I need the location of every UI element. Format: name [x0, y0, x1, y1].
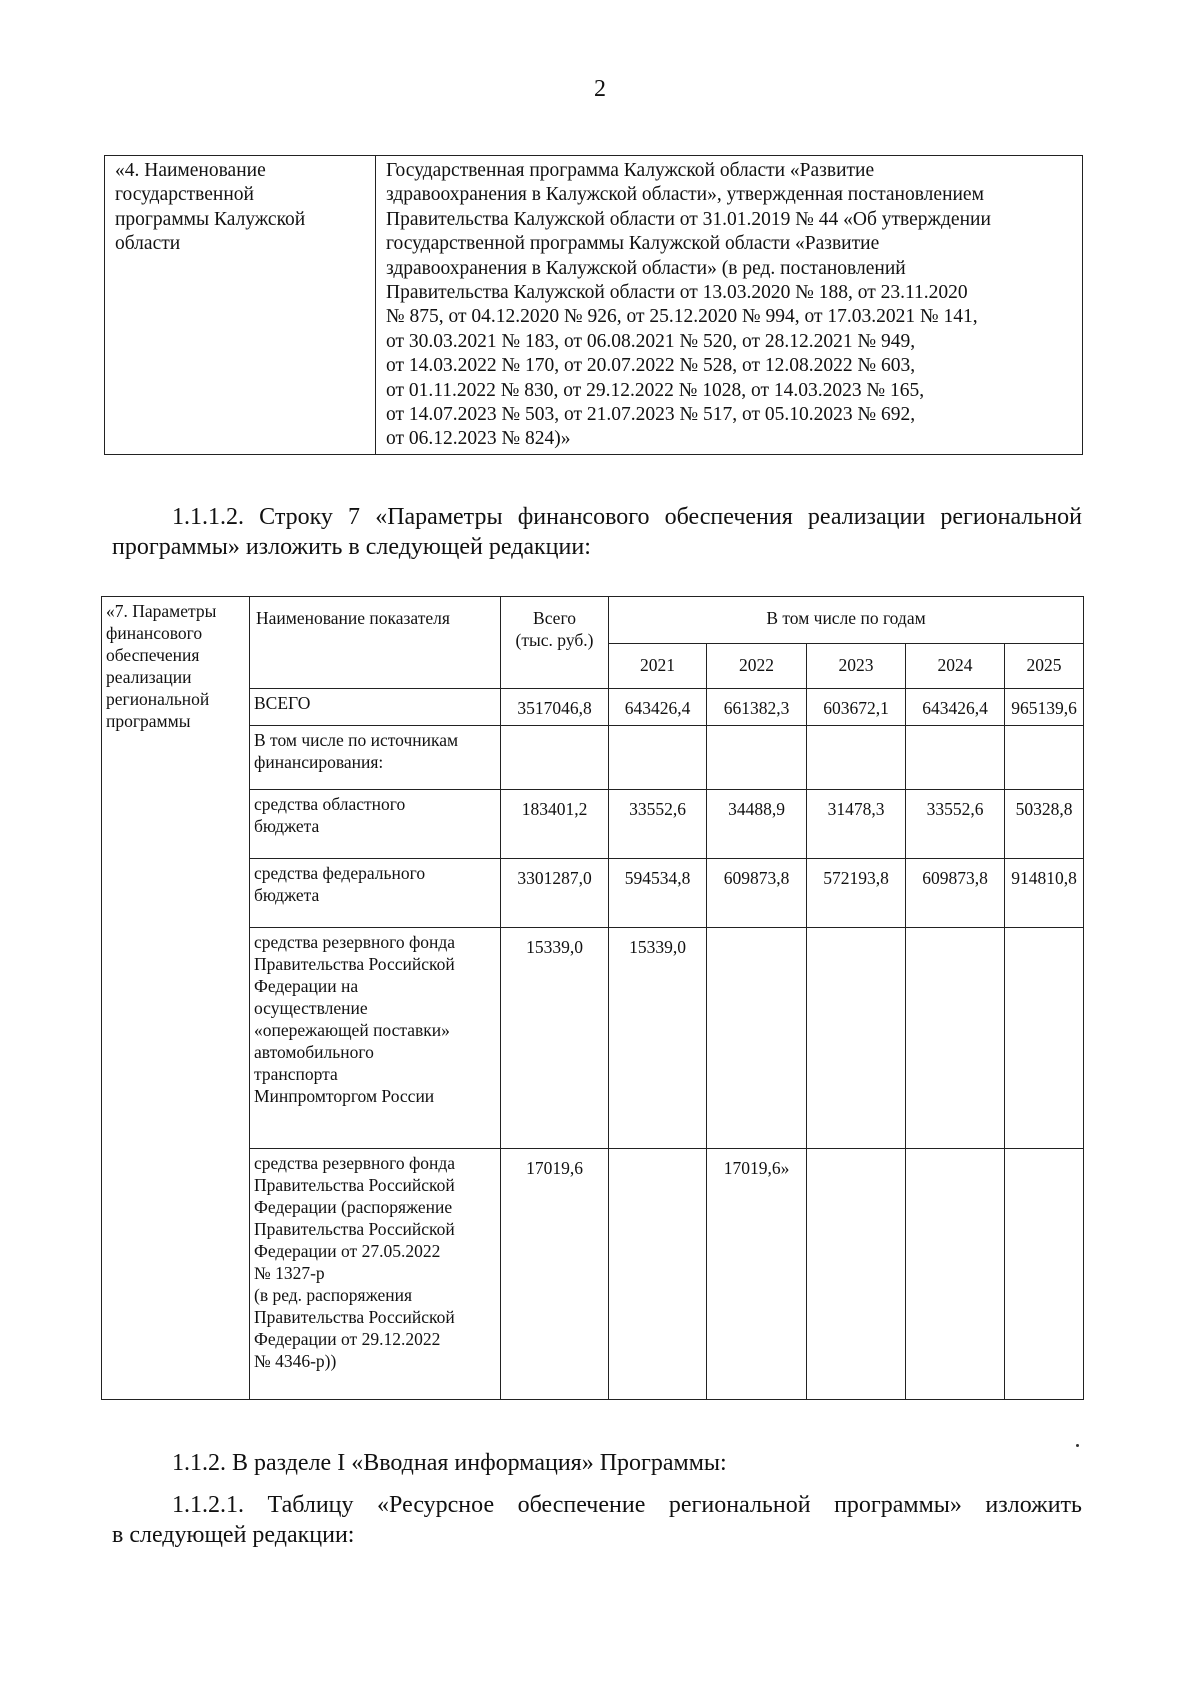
year-value [1005, 928, 1084, 1149]
table-row [102, 726, 1084, 790]
indicator-line: № 1327-р [254, 1263, 325, 1283]
year-value: 643426,4 [906, 689, 1005, 726]
year-value: 643426,4 [609, 689, 707, 726]
content-line: от 06.12.2023 № 824)» [386, 428, 571, 450]
table-row [102, 689, 1084, 726]
indicator-line: финансирования: [254, 752, 384, 772]
total-value: 3517046,8 [501, 689, 609, 726]
year-value [707, 928, 807, 1149]
row-label-line: региональной [106, 689, 210, 709]
year-value: 15339,0 [609, 928, 707, 1149]
table-row [102, 928, 1084, 1149]
year-value [707, 726, 807, 790]
indicator-name [250, 790, 501, 859]
page-number: 2 [594, 76, 606, 102]
year-header: 2022 [707, 644, 807, 689]
table-row [105, 156, 1083, 455]
table-row [102, 859, 1084, 928]
total-value [501, 726, 609, 790]
total-header [501, 597, 609, 689]
year-header: 2023 [807, 644, 906, 689]
label-line: «4. Наименование [115, 160, 266, 181]
year-value: 33552,6 [609, 790, 707, 859]
year-value [906, 928, 1005, 1149]
paragraph-1-1-2 [112, 1448, 1082, 1478]
paragraph-line: 1.1.2.1. Таблицу «Ресурсное обеспечение региональной программы» изложить [172, 1492, 1082, 1518]
indicator-line: Правительства Российской [254, 954, 455, 974]
year-value: 594534,8 [609, 859, 707, 928]
total-value: 17019,6 [501, 1149, 609, 1400]
row-label-line: программы [106, 711, 191, 731]
year-header: 2024 [906, 644, 1005, 689]
row-label-cell [102, 597, 250, 1400]
indicator-name [250, 726, 501, 790]
content-line: Государственная программа Калужской области «Развитие [386, 160, 875, 181]
year-value [906, 1149, 1005, 1400]
year-value: 914810,8 [1005, 859, 1084, 928]
year-value [807, 1149, 906, 1400]
year-header: 2025 [1005, 644, 1084, 689]
row-label-line: «7. Параметры [106, 601, 217, 621]
indicator-line: (в ред. распоряжения [254, 1285, 413, 1305]
indicator-line: В том числе по источникам [254, 730, 459, 750]
year-value: 609873,8 [906, 859, 1005, 928]
table-row [102, 1149, 1084, 1400]
indicator-name [250, 1149, 501, 1400]
content-line: Правительства Калужской области от 13.03.2020 № 188, от 23.11.2020 [386, 282, 968, 304]
total-value: 15339,0 [501, 928, 609, 1149]
table-row [102, 790, 1084, 859]
indicator-line: Федерации (распоряжение [254, 1197, 453, 1217]
indicator-line: «опережающей поставки» [254, 1020, 450, 1040]
year-value [1005, 726, 1084, 790]
indicator-name [250, 859, 501, 928]
year-value [807, 726, 906, 790]
indicator-line: Федерации от 29.12.2022 [254, 1329, 441, 1349]
paragraph-line: 1.1.2. В разделе I «Вводная информация» Программы: [172, 1450, 727, 1476]
content-line: № 875, от 04.12.2020 № 926, от 25.12.2020 № 994, от 17.03.2021 № 141, [386, 306, 978, 328]
year-value [807, 928, 906, 1149]
year-value: 572193,8 [807, 859, 906, 928]
row-label-line: обеспечения [106, 645, 200, 665]
indicator-line: средства областного [254, 794, 406, 814]
years-caption: В том числе по годам [609, 597, 1084, 644]
program-name-label-cell [105, 156, 376, 455]
content-line: здравоохранения в Калужской области», утвержденная постановлением [386, 184, 984, 206]
indicator-line: осуществление [254, 998, 368, 1018]
indicator-line: средства резервного фонда [254, 1153, 456, 1173]
indicator-line: № 4346-р)) [254, 1351, 337, 1371]
indicator-line: Правительства Российской [254, 1219, 455, 1239]
indicator-name [250, 689, 501, 726]
label-line: программы Калужской [115, 208, 306, 230]
year-value: 17019,6» [707, 1149, 807, 1400]
total-header-line: Всего [533, 608, 576, 628]
row-label-line: реализации [106, 667, 192, 687]
row-label-line: финансового [106, 623, 203, 643]
paragraph-line: в следующей редакции: [112, 1522, 355, 1548]
indicator-line: Правительства Российской [254, 1307, 455, 1327]
indicator-header: Наименование показателя [250, 597, 501, 689]
year-value: 965139,6 [1005, 689, 1084, 726]
indicator-line: средства резервного фонда [254, 932, 456, 952]
year-header: 2021 [609, 644, 707, 689]
year-value [609, 1149, 707, 1400]
paragraph-1-1-2-1 [112, 1490, 1082, 1550]
header-row [102, 597, 1084, 644]
label-line: государственной [115, 184, 254, 206]
paragraph-1-1-1-2 [112, 502, 1082, 562]
paragraph-line: программы» изложить в следующей редакции: [112, 534, 591, 560]
financing-parameters-table [101, 596, 1084, 1400]
indicator-line: Правительства Российской [254, 1175, 455, 1195]
content-line: Правительства Калужской области от 31.01.2019 № 44 «Об утверждении [386, 208, 991, 230]
year-value [1005, 1149, 1084, 1400]
year-value: 31478,3 [807, 790, 906, 859]
year-value [609, 726, 707, 790]
year-value: 34488,9 [707, 790, 807, 859]
content-line: от 30.03.2021 № 183, от 06.08.2021 № 520, от 28.12.2021 № 949, [386, 330, 916, 352]
total-header-line: (тыс. руб.) [515, 630, 594, 650]
indicator-line: бюджета [254, 816, 320, 836]
indicator-line: Минпромторгом России [254, 1086, 435, 1106]
year-value: 603672,1 [807, 689, 906, 726]
year-value: 50328,8 [1005, 790, 1084, 859]
year-value: 33552,6 [906, 790, 1005, 859]
scan-speck [1076, 1444, 1079, 1447]
program-name-content-cell [376, 156, 1083, 455]
indicator-line: ВСЕГО [254, 693, 311, 713]
total-value: 3301287,0 [501, 859, 609, 928]
indicator-line: бюджета [254, 885, 320, 905]
year-value [906, 726, 1005, 790]
indicator-line: автомобильного [254, 1042, 374, 1062]
content-line: здравоохранения в Калужской области» (в ред. постановлений [386, 257, 906, 279]
content-line: от 14.07.2023 № 503, от 21.07.2023 № 517, от 05.10.2023 № 692, [386, 404, 916, 426]
program-name-table [104, 155, 1083, 455]
content-line: от 01.11.2022 № 830, от 29.12.2022 № 1028, от 14.03.2023 № 165, [386, 379, 925, 401]
content-line: государственной программы Калужской области «Развитие [386, 233, 880, 255]
indicator-line: транспорта [254, 1064, 338, 1084]
content-line: от 14.03.2022 № 170, от 20.07.2022 № 528, от 12.08.2022 № 603, [386, 355, 916, 377]
indicator-name [250, 928, 501, 1149]
label-line: области [115, 233, 181, 255]
year-value: 609873,8 [707, 859, 807, 928]
total-value: 183401,2 [501, 790, 609, 859]
indicator-line: средства федерального [254, 863, 426, 883]
paragraph-line: 1.1.1.2. Строку 7 «Параметры финансового обеспечения реализации региональной [172, 504, 1082, 530]
year-value: 661382,3 [707, 689, 807, 726]
indicator-line: Федерации на [254, 976, 359, 996]
indicator-line: Федерации от 27.05.2022 [254, 1241, 441, 1261]
